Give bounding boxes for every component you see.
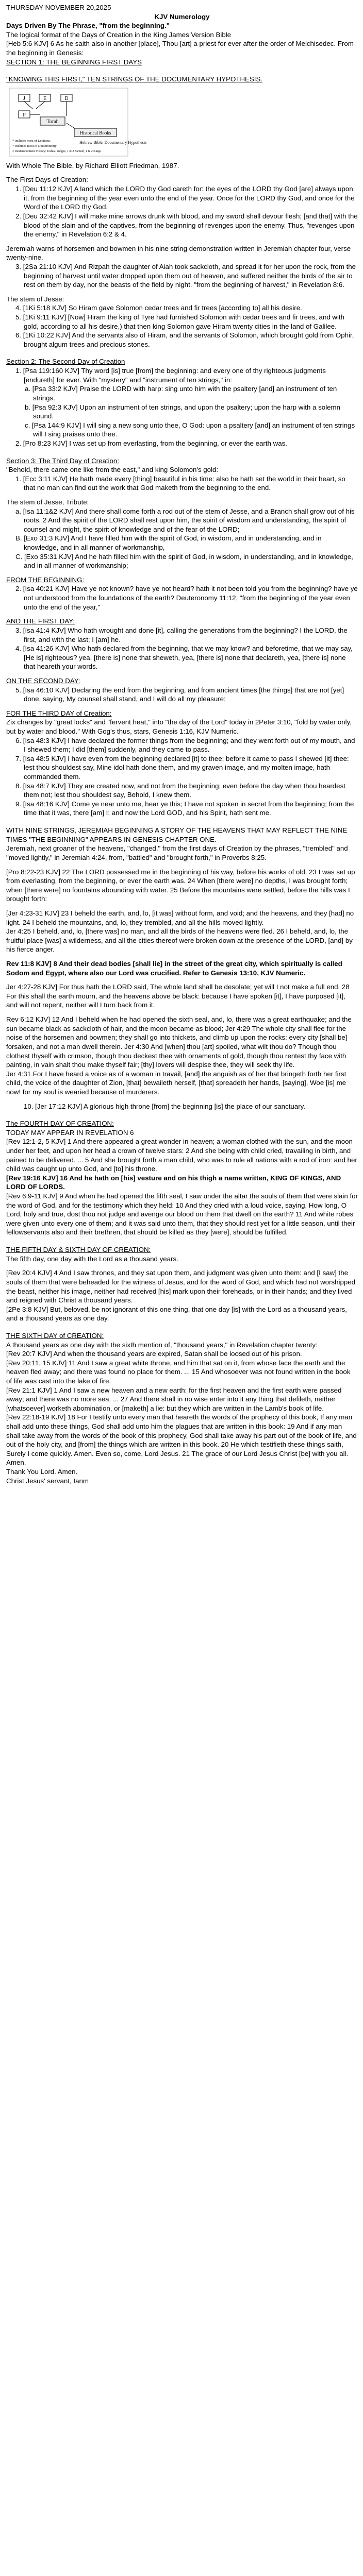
verse-item: 2. [Isa 40:21 KJV] Have ye not known? have ye not heard? hath it not been told you from the beginning? have ye not understood from the foundations of the earth? Deuteronomy 11:12, "from the beginning of the year even unto the end of the year," (15, 585, 358, 611)
diagram-legend-3: ‡ Deuteronomistic History: Joshua, Judges, 1 & 2 Samuel, 1 & 2 Kings (12, 149, 101, 153)
svg-text:D: D (64, 95, 69, 101)
signature-line: Christ Jesus' servant, Ianm (6, 1477, 89, 1485)
section-4-subtitle: TODAY MAY APPEAR IN REVELATION 6 (6, 1128, 134, 1137)
paragraph-heading: AND THE FIRST DAY: (6, 617, 75, 625)
paragraph-heading: FROM THE BEGINNING: (6, 575, 85, 584)
diagram-source-j (19, 94, 30, 101)
paragraph-heading: FOR THE THIRD DAY of Creation: (6, 709, 112, 717)
source-citation: With Whole The Bible, by Richard Elliott Friedman, 1987. (6, 161, 179, 170)
verse-paragraph: Jer 4:25 I beheld, and, lo, [there was] no man, and all the birds of the heavens were fled. 26 I beheld, and, lo, the fruitful place [was] a wilderness, and all the cities thereof were broken down at the presence of the LORD, [and] by his fierce anger. (6, 927, 353, 954)
verse-item: 4. [1Ki 5:18 KJV] So Hiram gave Solomon cedar trees and fir trees [according to] all his desire. (15, 304, 302, 312)
diagram-legend-2: + includes most of Deuteronomy (12, 144, 57, 148)
diagram-legend-1: * includes most of Leviticus (12, 139, 51, 143)
knowing-this-first-title: "KNOWING THIS FIRST," TEN STRINGS OF THE DOCUMENTARY HYPOTHESIS. (6, 75, 263, 83)
verse-item: 6. [1Ki 10:22 KJV] And the servants also of Hiram, and the servants of Solomon, which brought gold from Ophir, brought algum trees and precious stones. (15, 331, 354, 348)
verse-item: 10. [Jer 17:12 KJV] A glorious high throne [from] the beginning [is] the place of our sanctuary. (24, 1102, 305, 1110)
svg-text:Historical Books: Historical Books (79, 130, 111, 135)
svg-text:E: E (43, 95, 47, 101)
verse-subitem: c. [Psa 144:9 KJV] I will sing a new song unto thee, O God: upon a psaltery [and] an instrument of ten strings will I sing praises unto thee. (25, 421, 355, 438)
paragraph: Jeremiah warns of horsemen and bowmen in his nine string demonstration written in Jeremiah chapter four, verse twenty-nine. (6, 244, 351, 262)
verse-item: 3. [Isa 41:4 KJV] Who hath wrought and done [it], calling the generations from the beginning? I the LORD, the first, and with the last; I [am] he. (15, 626, 348, 643)
section-3-intro: "Behold, there came one like from the east," and king Solomon's gold: (6, 466, 219, 474)
verse-item: 1. [Ecc 3:11 KJV] He hath made every [thing] beautiful in his time: also he hath set the world in their heart, so that no man can find out the work that God maketh from the beginning to the end. (15, 474, 345, 492)
verse-item: 5. [1Ki 9:11 KJV] [Now] Hiram the king of Tyre had furnished Solomon with cedar trees and fir trees, and with gold, according to all his desire,) that then king Solomon gave Hiram twenty cities in the land of Galilee. (15, 313, 345, 330)
first-days-heading: The First Days of Creation: (6, 176, 88, 184)
verse-paragraph: Rev 6:12 KJV] 12 And I beheld when he had opened the sixth seal, and, lo, there was a great earthquake; and the sun became black as sackcloth of hair, and the moon became as blood; Jer 4:29 The whole city shall flee for the noise of the horsemen and bowmen; they shall go into thickets, and climb up upon the rocks: every city [shall be] forsaken, and not a man dwell therein. Jer 4:30 And [when] thou [art] spoiled, what wilt thou do? Though thou clothest thyself with crimson, though thou deckest thee with ornaments of gold, though thou rentest thy face with painting, in vain shalt thou make thyself fair; [thy] lovers will despise thee, they will seek thy life. (6, 1015, 352, 1069)
translation-title: KJV Numerology (154, 12, 210, 21)
verse-paragraph: [Rev 20:7 KJV] And when the thousand years are expired, Satan shall be loosed out of his prison. (6, 1350, 302, 1358)
verse-item: 6. [Isa 48:3 KJV] I have declared the former things from the beginning; and they went forth out of my mouth, and I shewed them; I did [them] suddenly, and they came to pass. (15, 736, 355, 754)
intro-verse: [Heb 5:6 KJV] 6 As he saith also in another [place], Thou [art] a priest for ever after the order of Melchisedec. From the beginning in Genesis: (6, 40, 354, 57)
verse-item: 2. [Pro 8:23 KJV] I was set up from everlasting, from the beginning, or ever the earth was. (15, 439, 287, 447)
date-line: THURSDAY NOVEMBER 20,2025 (6, 4, 111, 11)
section-6-title: THE SIXTH DAY of CREATION: (6, 1331, 104, 1340)
verse-item: 9. [Isa 48:16 KJV] Come ye near unto me, hear ye this; I have not spoken in secret from the beginning; from the time that it was, there [am] I: and now the Lord GOD, and his Spirit, hath sent me. (15, 800, 354, 817)
section-6-intro: A thousand years as one day with the sixth mention of, "thousand years," in Revelation chapter twenty: (6, 1341, 318, 1349)
verse-paragraph: [Rev 20:4 KJV] 4 And I saw thrones, and they sat upon them, and judgment was given unto them: and [I saw] the souls of them that were beheaded for the witness of Jesus, and for the word of God, and which had not worshipped the beast, neither his image, neither had received [his] mark upon their foreheads, or in their hands; and they lived and reigned with Christ a thousand years. (6, 1269, 356, 1304)
document-subtitle: Days Driven By The Phrase, "from the beginning." (6, 22, 170, 30)
verse-item: 4. [Isa 41:26 KJV] Who hath declared from the beginning, that we may know? and beforetime, that we may say, [He is] righteous? yea, [there is] none that sheweth, yea, [there is] none that declareth, yea, [there is] none that heareth your words. (15, 645, 353, 671)
diagram-caption: Hebrew Bible, Documentary Hypothesis (79, 140, 147, 145)
verse-paragraph: Jer 4:27-28 KJV] For thus hath the LORD said, The whole land shall be desolate; yet will I not make a full end. 28 For this shall the earth mourn, and the heavens above be black: because I have spoken [it], I have purposed [it], and will not repent, neither will I turn back from it. (6, 983, 350, 1009)
diagram-source-p (19, 111, 30, 118)
verse-item: 1. [Psa 119:160 KJV] Thy word [is] true [from] the beginning: and every one of thy righteous judgments [endureth] for ever. With "mystery" and "instrument of ten strings," in: (15, 367, 326, 384)
verse-paragraph: Jer 4:31 For I have heard a voice as of a woman in travail, [and] the anguish as of her that bringeth forth her first child, the voice of the daughter of Zion, [that] bewaileth herself, [that] spreadeth her hands, [saying], Woe [is] me now! for my soul is wearied because of murderers. (6, 1070, 346, 1096)
paragraph: Jeremiah, next groaner of the heavens, "changed," from the first days of Creation by the phrases, "trembled" and "moved lightly," in Jeremiah 4:24, from, "battled" and "brought forth," in Proverbs 8:25. (6, 844, 348, 861)
verse-paragraph: [Rev 12:1-2, 5 KJV] 1 And there appeared a great wonder in heaven; a woman clothed with the sun, and the moon under her feet, and upon her head a crown of twelve stars: 2 And she being with child cried, travailing in birth, and pained to be delivered. ... 5 And she brought forth a man child, who was to rule all nations with a rod of iron: and her child was caught up unto God, and [to] his throne. (6, 1138, 357, 1173)
verse-item: 3. [2Sa 21:10 KJV] And Rizpah the daughter of Aiah took sackcloth, and spread it for her upon the rock, from the beginning of harvest until water dropped upon them out of heaven, and suffered neither the birds of the air to rest on them by day, nor the beasts of the field by night. "from the beginning of harvest," in Revelation 8:6. (15, 262, 356, 289)
section-3-title: Section 3: The Third Day of Creation: (6, 456, 120, 465)
verse-item: 5. [Isa 46:10 KJV] Declaring the end from the beginning, and from ancient times [the things] that are not [yet] done, saying, My counsel shall stand, and I will do all my pleasure: (15, 686, 344, 703)
verse-paragraph: [2Pe 3:8 KJV] But, beloved, be not ignorant of this one thing, that one day [is] with the Lord as a thousand years, and a thousand years as one day. (6, 1305, 347, 1323)
diagram-source-d (61, 94, 72, 101)
section-1-title: SECTION 1: THE BEGINNING FIRST DAYS (6, 58, 142, 66)
verse-paragraph: [Rev 20:11, 15 KJV] 11 And I saw a great white throne, and him that sat on it, from whose face the earth and the heaven fled away; and there was found no place for them. ... 15 And whosoever was not found written in the book of life was cast into the lake of fire. (6, 1359, 351, 1385)
verse-subitem: a. [Psa 33:2 KJV] Praise the LORD with harp: sing unto him with the psaltery [and] an instrument of ten strings. (25, 385, 337, 402)
svg-text:J: J (23, 95, 25, 101)
verse-item: 2. [Deu 32:42 KJV] I will make mine arrows drunk with blood, and my sword shall devour flesh; [and that] with the blood of the slain and of the captives, from the beginning of revenges upon the enemy. Thus, "revenges upon the enemy," in Revelation 6:2 & 4. (15, 212, 358, 239)
verse-paragraph: [Rev 19:16 KJV] 16 And he hath on [his] vesture and on his thigh a name written, KING OF KINGS, AND LORD OF LORDS. (6, 1174, 341, 1191)
verse-paragraph: [Rev 22:18-19 KJV] 18 For I testify unto every man that heareth the words of the prophecy of this book, If any man shall add unto these things, God shall add unto him the plagues that are written in this book: 19 And if any man shall take away from the words of the book of this prophecy, God shall take away his part out of the book of life, and out of the holy city, and [from] the things which are written in this book. 20 He which testifieth these things saith, Surely I come quickly. Amen. Even so, come, Lord Jesus. 21 The grace of our Lord Jesus Christ [be] with you all. Amen. (6, 1413, 357, 1467)
verse-item: a. [Isa 11:1&2 KJV] And there shall come forth a rod out of the stem of Jesse, and a Branch shall grow out of his roots. 2 And the spirit of the LORD shall rest upon him, the spirit of wisdom and understanding, the spirit of counsel and might, the spirit of knowledge and of the fear of the LORD; (15, 507, 355, 533)
section-4-title: The FOURTH DAY OF CREATION: (6, 1120, 114, 1128)
svg-text:Torah: Torah (46, 118, 59, 125)
verse-item: B. [Exo 31:3 KJV] And I have filled him with the spirit of God, in wisdom, and in understanding, and in knowledge, and in all manner of workmanship, (15, 534, 322, 552)
verse-paragraph: [Jer 4:23-31 KJV] 23 I beheld the earth, and, lo, [it was] without form, and void; and the heavens, and they [had] no light. 24 I beheld the mountains, and, lo, they trembled, and all the hills moved lightly. (6, 909, 354, 926)
verse-subitem: b. [Psa 92:3 KJV] Upon an instrument of ten strings, and upon the psaltery; upon the harp with a solemn sound. (25, 403, 341, 420)
paragraph-heading: The stem of Jesse: (6, 295, 64, 303)
intro-line: The logical format of the Days of Creation in the King James Version Bible (6, 30, 232, 39)
diagram-torah-box (40, 117, 65, 125)
section-5-intro: The fifth day, one day with the Lord as a thousand years. (6, 1255, 178, 1263)
section-2-title: Section 2: The Second Day of Creation (6, 358, 125, 366)
verse-paragraph: [Rev 21:1 KJV] 1 And I saw a new heaven and a new earth: for the first heaven and the first earth were passed away; and there was no more sea. ... 27 And there shall in no wise enter into it any thing that defileth, neither [whatsoever] worketh abomination, or [maketh] a lie: but they which are written in the Lamb's book of life. (6, 1386, 342, 1412)
nine-strings-heading: WITH NINE STRINGS, JEREMIAH BEGINNING A STORY OF THE HEAVENS THAT MAY REFLECT THE NINE TIMES "THE BEGINNING" APPEARS IN GENESIS CHAPTER ONE. (6, 826, 348, 843)
verse-paragraph: Rev 11:8 KJV] 8 And their dead bodies [shall lie] in the street of the great city, which spiritually is called Sodom and Egypt, where also our Lord was crucified. Refer to Genesis 13:10, KJV Numeric. (6, 960, 342, 977)
verse-paragraph: [Rev 6:9-11 KJV] 9 And when he had opened the fifth seal, I saw under the altar the souls of them that were slain for the word of God, and for the testimony which they held: 10 And they cried with a loud voice, saying, How long, O Lord, holy and true, dost thou not judge and avenge our blood on them that dwell on the earth? 11 And white robes were given unto every one of them; and it was said unto them, that they should rest yet for a little season, until their fellowservants also and their brethren, that should be killed as they [were], should be fulfilled. (6, 1192, 358, 1236)
verse-item: 1. [Deu 11:12 KJV] A land which the LORD thy God careth for: the eyes of the LORD thy God [are] always upon it, from the beginning of the year even unto the end of the year. Once for the LORD thy God, and once for the Word of the LORD thy God. (15, 185, 355, 211)
paragraph-heading: ON THE SECOND DAY: (6, 676, 80, 685)
verse-item: 7. [Isa 48:5 KJV] I have even from the beginning declared [it] to thee; before it came to pass I shewed [it] thee: lest thou shouldest say, Mine idol hath done them, and my graven image, and my molten image, hath commanded them. (15, 754, 349, 781)
verse-item: C. [Exo 35:31 KJV] And he hath filled him with the spirit of God, in wisdom, in understanding, and in knowledge, and in all manner of workmanship; (15, 552, 353, 570)
paragraph: Zix changes by "great locks" and "fervent heat," into "the day of the Lord" today in 2Peter 3:10, "fold by water only, but by water and blood." With Gog's thus, stars, Genesis 1:16, KJV Numeric. (6, 718, 352, 735)
paragraph-heading: The stem of Jesse, Tribute: (6, 498, 89, 506)
diagram-historical-books-box (74, 128, 117, 137)
section-5-title: THE FIFTH DAY & SIXTH DAY OF CREATION: (6, 1246, 151, 1254)
diagram-source-e (39, 94, 51, 101)
verse-paragraph: [Pro 8:22-23 KJV] 22 The LORD possessed me in the beginning of his way, before his works of old. 23 I was set up from everlasting, from the beginning, or ever the earth was. 24 When [there were] no depths, I was brought forth; when [there were] no fountains abounding with water. 25 Before the mountains were settled, before the hills was I brought forth: (6, 868, 355, 903)
verse-item: 8. [Isa 48:7 KJV] They are created now, and not from the beginning; even before the day when thou heardest them not; lest thou shouldest say, Behold, I knew them. (15, 782, 345, 799)
closing-line: Thank You Lord. Amen. (6, 1468, 78, 1476)
svg-text:P: P (23, 112, 26, 118)
documentary-hypothesis-diagram (9, 88, 147, 156)
